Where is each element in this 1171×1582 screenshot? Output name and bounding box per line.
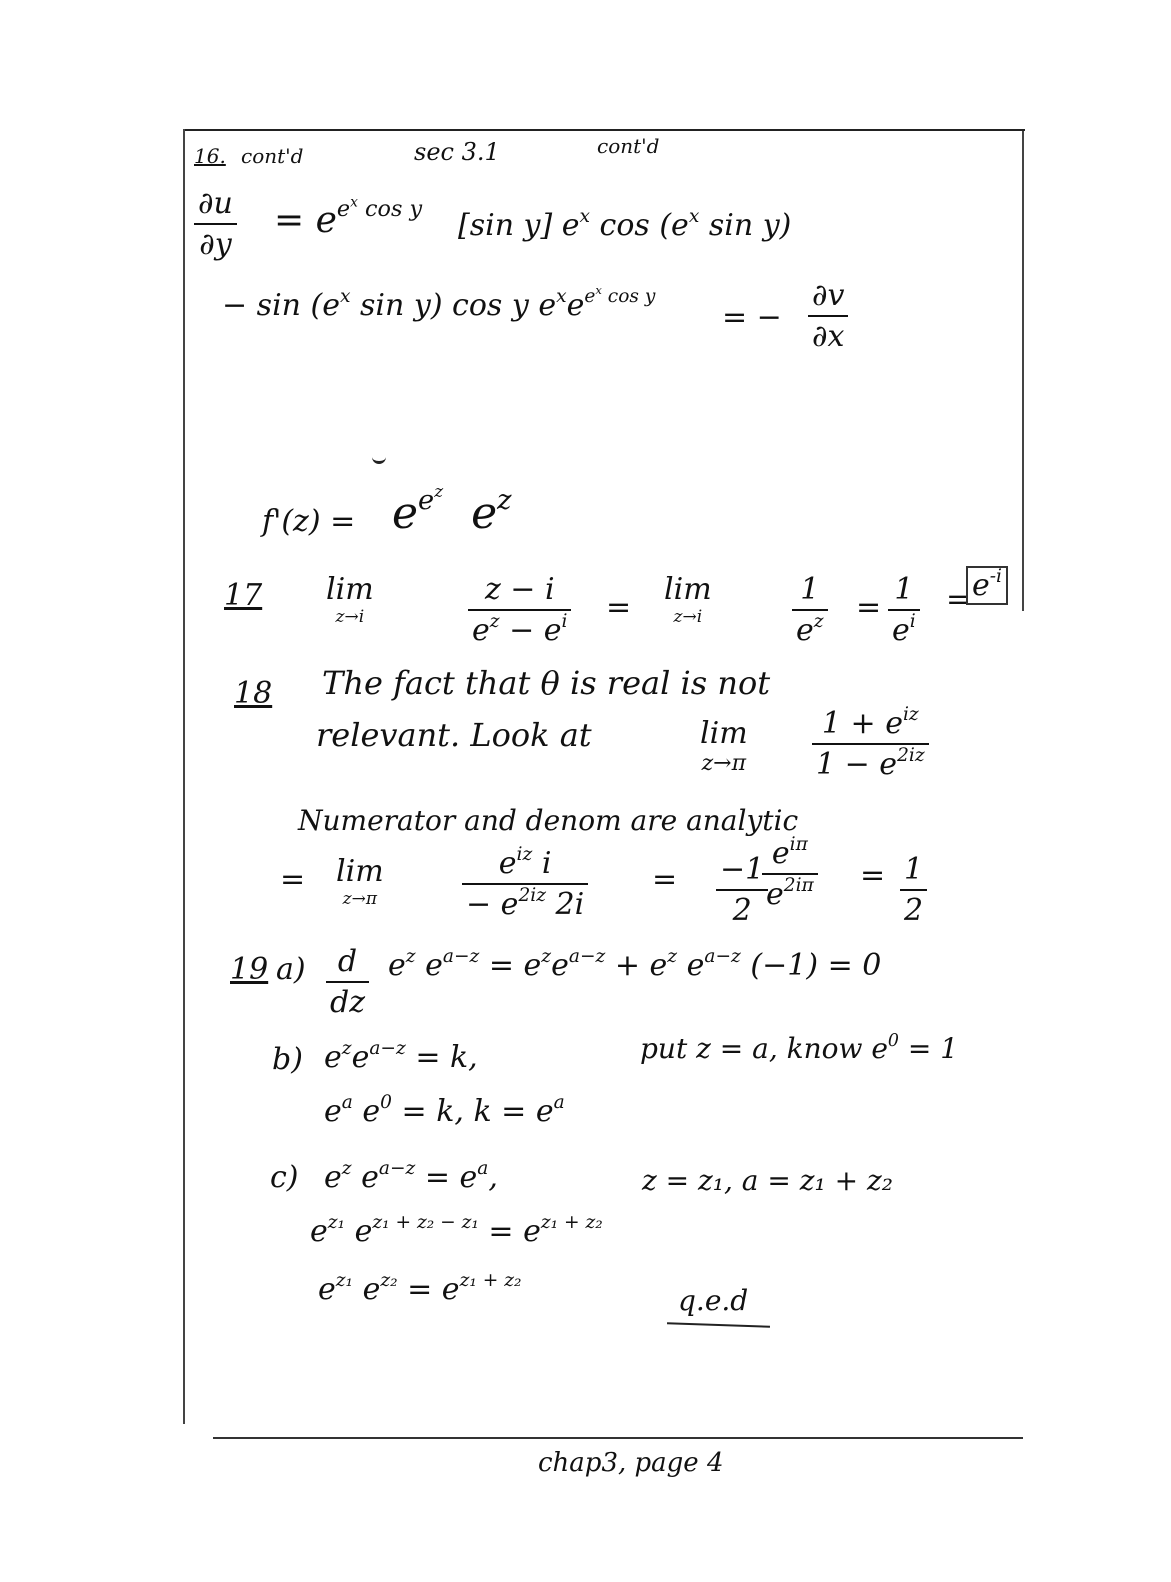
lim-sub: z→i <box>335 607 365 627</box>
lim-sub: z→π <box>701 751 747 776</box>
p17-f2-den <box>792 610 828 648</box>
p16-line2 <box>222 282 656 323</box>
p19-a-rhs2-sup: a−z <box>704 945 741 967</box>
p18-fraction-4 <box>762 833 818 912</box>
p19-b-note-end: = 1 <box>898 1032 959 1065</box>
p19-a-lhs2-sup: a−z <box>442 945 480 967</box>
p19-c-l3b-sup: z₂ <box>380 1269 398 1291</box>
p16-l1c: cos (e <box>599 208 689 243</box>
p19-c-l3c-sup: z₁ + z₂ <box>459 1269 522 1291</box>
du-dy-fraction <box>194 186 237 262</box>
p18-eq-b: = <box>652 862 678 897</box>
p17-eq1: = <box>606 590 632 625</box>
contd-right: cont'd <box>597 134 660 158</box>
p19-b-l2c: = k, k = e <box>392 1094 554 1129</box>
p19-c-label: c) <box>270 1160 299 1195</box>
fprime-e2: e <box>471 488 498 539</box>
p19-b-label: b) <box>272 1042 303 1077</box>
p17-eq2: = <box>856 590 882 625</box>
p16-l2c-sup2: x <box>595 282 602 297</box>
p18-text2: relevant. Look at <box>316 716 592 754</box>
p16-l1c-sup: x <box>688 205 700 227</box>
p18-f2-num-rest: i <box>532 846 552 881</box>
fraction-bar <box>900 889 927 891</box>
p16-l1-exp-sup: x <box>350 194 358 211</box>
p17-label: 17 <box>224 578 263 613</box>
p17-f1-den <box>468 610 571 648</box>
p19-a-rhs1b-sup: a−z <box>568 945 606 967</box>
fraction-bar <box>716 889 768 891</box>
p18-f2-num <box>462 843 588 881</box>
p17-f1-den-a-sup: z <box>489 610 500 632</box>
lim-word: lim <box>664 572 712 607</box>
p18-f2-num-sup: iz <box>516 843 533 865</box>
p18-eq-a: = <box>280 862 306 897</box>
fprime-e: e <box>392 488 419 539</box>
p19-a-rhs1-sup: z <box>541 945 552 967</box>
fprime-rhs <box>392 481 512 539</box>
p19-a-eq: = e <box>479 948 542 983</box>
p18-f5-den: 2 <box>904 893 924 928</box>
p18-f2-den-rest: 2i <box>546 887 585 922</box>
p17-limit-2 <box>664 572 712 627</box>
p17-f1-num: z − i <box>484 572 555 607</box>
p18-f4-num-e: e <box>771 836 790 871</box>
fprime-sup2: z <box>497 484 512 516</box>
p19-c-l3b: e <box>353 1272 381 1307</box>
lim-sub: z→i <box>673 607 703 627</box>
p18-fraction-3 <box>716 852 768 928</box>
p18-f2-num-e: e <box>498 846 517 881</box>
p19-a-end: (−1) = 0 <box>740 948 882 983</box>
p17-f2-den-e: e <box>796 613 814 648</box>
p16-l1-exp: e <box>336 196 351 223</box>
p17-f2-den-sup: z <box>813 610 824 632</box>
page-frame-left <box>183 129 185 1424</box>
lim-word: lim <box>326 572 374 607</box>
p16-line2-eq: = − <box>722 300 782 335</box>
p19-c-l2b-sup: z₁ + z₂ − z₁ <box>372 1211 479 1233</box>
p19-b-note <box>640 1032 958 1065</box>
p19-b-l1b: e <box>351 1040 370 1075</box>
p18-f-num <box>812 703 929 741</box>
d-numerator: d <box>337 944 358 979</box>
dx-denominator: ∂x <box>812 319 845 354</box>
p19-b-l2: e <box>324 1094 342 1129</box>
p18-eq-c: = <box>860 858 886 893</box>
p16-l2c: e <box>566 288 585 323</box>
p17-f3-den-e: e <box>892 613 910 648</box>
lim-word: lim <box>700 716 748 751</box>
p16-line1-b <box>458 205 792 243</box>
p19-b-line2 <box>324 1091 565 1129</box>
p17-fraction-2 <box>792 572 828 648</box>
p19-b-l2c-sup: a <box>553 1091 565 1113</box>
p19-a-lhs: e <box>388 948 406 983</box>
page-frame-right <box>1022 131 1024 611</box>
p16-l2c-rest: cos y <box>601 285 656 307</box>
p18-f4-den-sup: 2iπ <box>783 874 814 896</box>
p16-l2c-sup: e <box>584 285 596 307</box>
p17-answer-sup: -i <box>989 565 1002 587</box>
p19-a-label: a) <box>276 952 306 987</box>
p19-c-line3 <box>318 1269 522 1307</box>
p19-label: 19 <box>230 952 269 987</box>
p19-c-line2 <box>310 1211 603 1249</box>
page-label: chap3, page 4 <box>538 1448 724 1478</box>
du-numerator: ∂u <box>198 186 233 221</box>
p16-l2a-sup: x <box>339 285 351 307</box>
p18-limit <box>700 716 748 776</box>
p19-b-note-text: put z = a, know e <box>640 1032 888 1065</box>
p19-b-l1: e <box>324 1040 342 1075</box>
p17-answer-box <box>966 566 1008 605</box>
p17-f2-num: 1 <box>800 572 820 607</box>
p16-l1a: = e <box>274 200 337 241</box>
p16-l1b: [sin y] e <box>458 208 580 243</box>
p19-c-l1: e <box>324 1160 342 1195</box>
p19-c-l1-sup: z <box>341 1157 352 1179</box>
p19-c-l1c-sup: a <box>477 1157 489 1179</box>
fraction-bar <box>808 315 848 317</box>
p16-l1-exp-rest: cos y <box>357 196 423 223</box>
p17-fraction-3 <box>888 572 920 648</box>
p18-f3-num: −1 <box>720 852 765 887</box>
p16-l2a: − sin (e <box>222 288 340 323</box>
p19-b-note-sup: 0 <box>887 1030 899 1051</box>
dy-denominator: ∂y <box>199 227 232 262</box>
dv-dx-fraction <box>808 278 848 354</box>
p19-c-l1b-sup: a−z <box>378 1157 416 1179</box>
p16-line1-eq <box>274 194 423 241</box>
p17-f3-den-sup: i <box>909 610 916 632</box>
p17-f1-den-a: e <box>472 613 490 648</box>
p18-f2-den <box>462 884 588 922</box>
p19-b-line1 <box>324 1037 478 1075</box>
p19-a-line <box>388 945 882 983</box>
p17-eq3: = <box>946 582 972 617</box>
fraction-bar <box>326 981 369 983</box>
p17-limit-1 <box>326 572 374 627</box>
p19-c-line1 <box>324 1157 498 1195</box>
p18-f-den <box>812 744 929 782</box>
p18-label: 18 <box>234 676 273 711</box>
fprime-lhs: f'(z) = <box>262 504 356 539</box>
p19-b-l2-sup: a <box>341 1091 353 1113</box>
p19-a-lhs2: e <box>415 948 443 983</box>
p19-c-l3c: = e <box>397 1272 460 1307</box>
p18-f-den-sup: 2iz <box>897 744 925 766</box>
p19-b-l1-sup: z <box>341 1037 352 1059</box>
p18-f4-num <box>762 833 818 871</box>
p19-c-l2b: e <box>345 1214 373 1249</box>
p17-f3-num: 1 <box>894 572 914 607</box>
p19-b-l2b: e <box>352 1094 381 1129</box>
p19-c-note: z = z₁, a = z₁ + z₂ <box>642 1164 893 1197</box>
p19-c-l1d: , <box>488 1160 498 1195</box>
p19-a-plus: + e <box>605 948 668 983</box>
p19-a-plus-sup: z <box>667 945 678 967</box>
p19-c-l3-sup: z₁ <box>335 1269 354 1291</box>
problem-number: 16. <box>194 144 226 168</box>
section-label: sec 3.1 <box>414 138 500 166</box>
p17-f3-den <box>888 610 920 648</box>
p16-l1c-rest: sin y) <box>699 208 792 243</box>
dv-numerator: ∂v <box>812 278 845 313</box>
fraction-bar <box>194 223 237 225</box>
contd-left: cont'd <box>241 144 304 168</box>
p18-f2-den-e: − e <box>466 887 519 922</box>
p19-b-l1b-sup: a−z <box>369 1037 406 1059</box>
p18-f-den-base: 1 − e <box>816 747 898 782</box>
p19-b-l1c: = k, <box>405 1040 478 1075</box>
p17-fraction-1 <box>468 572 571 648</box>
qed-underline <box>667 1322 770 1328</box>
page-frame-top <box>183 129 1025 131</box>
p18-f-num-base: 1 + e <box>821 706 903 741</box>
p19-c-l2c-sup: z₁ + z₂ <box>540 1211 603 1233</box>
p18-f3-den: 2 <box>732 893 752 928</box>
p19-c-l3: e <box>318 1272 336 1307</box>
lim-sub: z→π <box>342 889 377 909</box>
p18-fraction-5 <box>900 852 927 928</box>
p17-answer: e <box>972 568 990 603</box>
d-dz-fraction <box>326 944 369 1020</box>
p19-a-rhs2: e <box>677 948 705 983</box>
footer-rule <box>213 1437 1023 1439</box>
qed-text: q.e.d <box>678 1284 749 1317</box>
p16-l2b: sin y) cos y e <box>350 288 557 323</box>
p17-f1-den-b-sup: i <box>561 610 568 632</box>
p18-limit-2 <box>336 854 384 909</box>
fraction-bar <box>468 609 571 611</box>
fprime-sup1: e <box>418 484 435 516</box>
fprime-sup1b: z <box>434 481 444 502</box>
p18-f5-num: 1 <box>904 852 924 887</box>
p18-fraction <box>812 703 929 782</box>
p19-c-l2-sup: z₁ <box>327 1211 346 1233</box>
p18-f4-den <box>762 874 818 912</box>
p18-f4-num-sup: iπ <box>789 833 808 855</box>
p18-f4-den-e: e <box>766 877 784 912</box>
p19-a-rhs1b: e <box>551 948 569 983</box>
p19-b-l2b-sup: 0 <box>380 1091 392 1113</box>
dz-denominator: dz <box>330 985 366 1020</box>
pen-mark <box>372 456 386 464</box>
p19-c-l2: e <box>310 1214 328 1249</box>
p19-c-l1b: e <box>351 1160 379 1195</box>
p18-f2-den-sup: 2iz <box>518 884 547 906</box>
p18-fraction-2 <box>462 843 588 922</box>
p16-l2b-sup: x <box>556 285 567 307</box>
lim-word: lim <box>336 854 384 889</box>
p19-c-l2c: = e <box>478 1214 541 1249</box>
p19-a-lhs-sup: z <box>405 945 416 967</box>
p18-f-num-sup: iz <box>902 703 919 725</box>
p18-text3: Numerator and denom are analytic <box>298 804 799 837</box>
p18-text1: The fact that θ is real is not <box>322 664 771 702</box>
p17-f1-den-b: − e <box>499 613 562 648</box>
p16-l1b-sup: x <box>579 205 590 227</box>
p19-c-l1c: = e <box>415 1160 478 1195</box>
